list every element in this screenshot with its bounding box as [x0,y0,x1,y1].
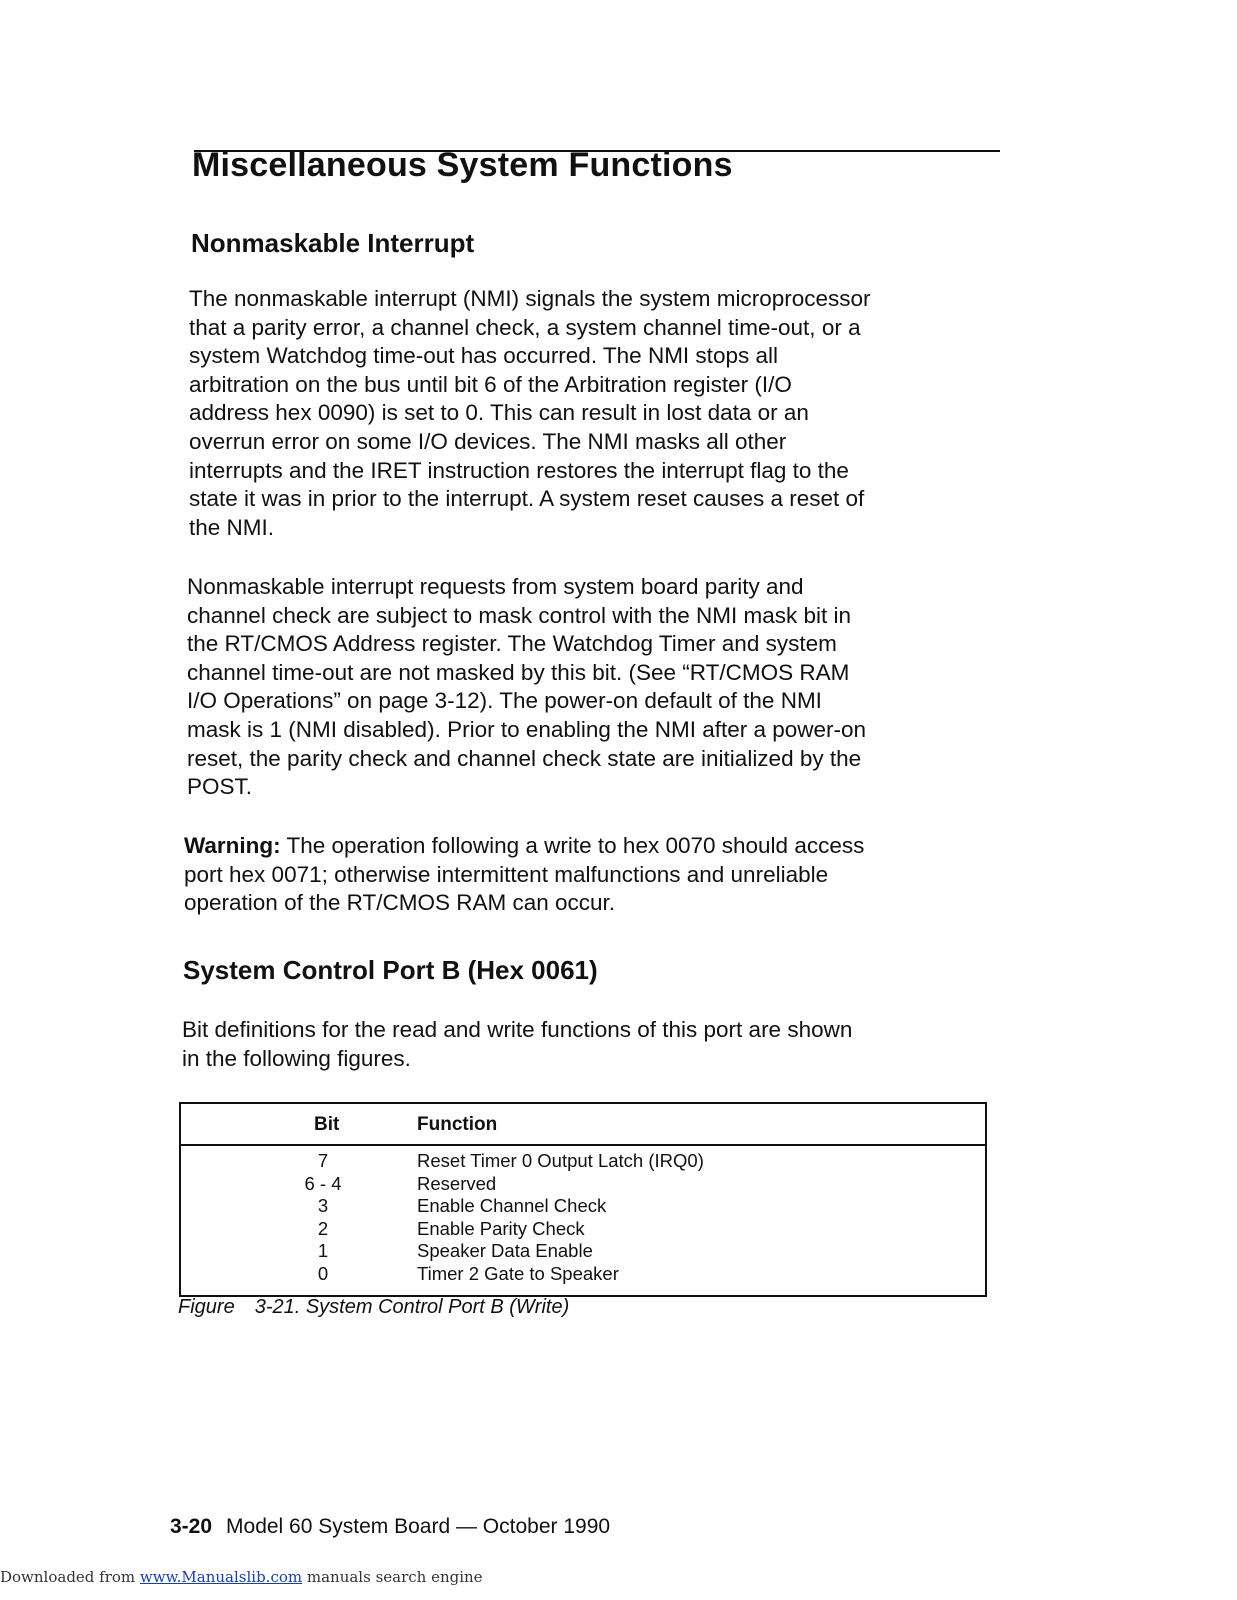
bit-cell: 3 [317,1195,329,1216]
text-line: the RT/CMOS Address register. The Watchdog Timer and system [187,631,837,657]
text-line: Bit definitions for the read and write functions of this port are shown [182,1017,853,1042]
text-line: in the following figures. [182,1045,411,1071]
text-line: port hex 0071; otherwise intermittent malfunctions and unreliable [184,861,829,887]
text-line: system Watchdog time-out has occurred. The NMI stops all [189,343,778,369]
table-row [181,1263,985,1286]
port-b-heading: System Control Port B (Hex 0061) [183,955,598,985]
figure-label: Figure [178,1296,235,1318]
text-line: that a parity error, a channel check, a system channel time-out, or a [189,314,861,340]
text-line: interrupts and the IRET instruction restores the interrupt flag to the [189,457,849,483]
text-line: overrun error on some I/O devices. The NMI masks all other [189,428,787,454]
text-line: operation of the RT/CMOS RAM can occur. [184,890,616,916]
text-line: mask is 1 (NMI disabled). Prior to enabling the NMI after a power-on [187,716,867,742]
page-number: 3-20 [170,1515,213,1538]
text-line: channel time-out are not masked by this bit. (See “RT/CMOS RAM [187,659,850,685]
bit-function-table [179,1102,987,1297]
text-line: the NMI. [189,514,275,540]
text-line: address hex 0090) is set to 0. This can result in lost data or an [189,400,809,426]
function-cell: Speaker Data Enable [417,1240,593,1261]
column-header-function: Function [417,1114,498,1135]
nmi-paragraph-2 [187,573,992,802]
warning-label: Warning: [184,833,281,858]
page-title: Miscellaneous System Functions [192,146,733,184]
text-line: POST. [187,774,253,800]
bit-cell: 2 [317,1217,329,1239]
download-prefix: Downloaded from [0,1568,140,1586]
bit-cell: 0 [317,1262,329,1284]
text-line: The operation following a write to hex 0070 should access [280,833,865,858]
bit-cell: 7 [317,1150,329,1171]
text-line: arbitration on the bus until bit 6 of the Arbitration register (I/O [189,371,792,397]
table-row [181,1150,985,1173]
text-line: Nonmaskable interrupt requests from system board parity and [187,574,804,599]
text-line: channel check are subject to mask control with the NMI mask bit in [187,602,852,628]
table-row [181,1218,985,1241]
function-cell: Reserved [417,1172,497,1194]
download-note [0,1568,483,1586]
figure-caption-text: 3-21. System Control Port B (Write) [254,1296,570,1318]
manualslib-link[interactable]: www.Manualslib.com [139,1568,303,1586]
text-line: state it was in prior to the interrupt. A system reset causes a reset of [189,486,865,512]
function-cell: Enable Parity Check [417,1217,585,1239]
header-rule [181,1144,985,1146]
text-line: reset, the parity check and channel check state are initialized by the [187,745,862,771]
footer-text: Model 60 System Board — October 1990 [226,1515,611,1538]
bit-cell: 6 - 4 [304,1172,342,1194]
table-row [181,1195,985,1218]
function-cell: Timer 2 Gate to Speaker [417,1262,619,1284]
function-cell: Enable Channel Check [417,1195,607,1216]
bit-cell: 1 [317,1240,329,1261]
page-footer [170,1515,610,1539]
text-line: The nonmaskable interrupt (NMI) signals the system microprocessor [189,286,871,311]
table-row [181,1173,985,1196]
text-line: I/O Operations” on page 3-12). The power-on default of the NMI [187,688,822,714]
column-header-bit: Bit [314,1114,340,1135]
nmi-heading: Nonmaskable Interrupt [191,228,475,258]
nmi-paragraph-1 [189,285,994,542]
port-b-paragraph [182,1016,987,1073]
table-body [181,1150,985,1285]
warning-paragraph [184,832,989,918]
figure-caption [178,1296,569,1319]
function-cell: Reset Timer 0 Output Latch (IRQ0) [417,1150,704,1171]
table-row [181,1240,985,1263]
download-suffix: manuals search engine [302,1568,483,1586]
